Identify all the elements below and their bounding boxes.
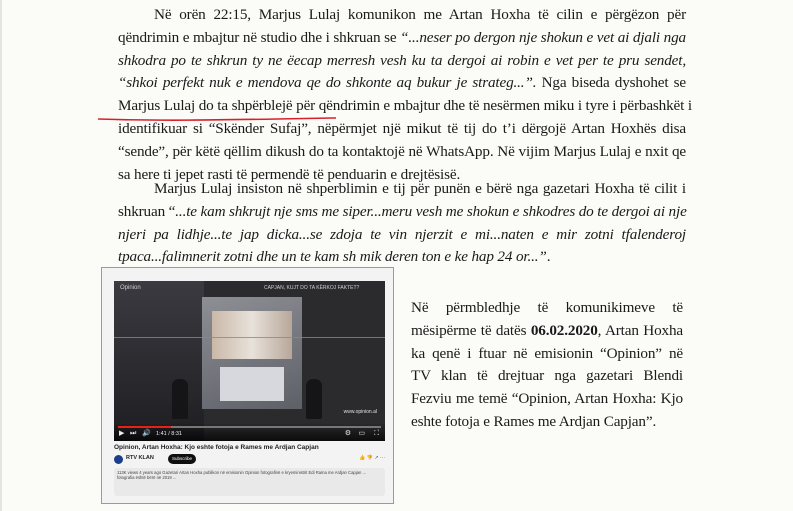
text-line — [118, 201, 686, 224]
text-run: Nga biseda dyshohet se — [536, 74, 686, 92]
video-actions[interactable]: 👍 👎 ↗ ··· — [359, 455, 385, 461]
text-line — [118, 27, 686, 50]
page-edge — [0, 0, 2, 511]
text-run: ...te kam shkrujt nje sms me siper...meru vesh me shokun e shkodres do te dergoi ai nje — [175, 202, 687, 220]
text-run: “shkoi perfekt nuk e mendova qe do shkonte aq bukur je strateg...”. — [118, 74, 537, 92]
screen-panel — [220, 367, 284, 401]
text-run: , Artan Hoxha — [597, 321, 683, 339]
text-line — [411, 411, 683, 434]
text-line — [411, 388, 683, 411]
studio-screen — [202, 297, 302, 409]
progress-bar[interactable] — [118, 426, 381, 428]
red-underline-annotation — [97, 116, 337, 122]
person-right — [306, 379, 322, 419]
scan-line — [114, 337, 385, 338]
text-line — [118, 178, 686, 201]
paragraph-2 — [118, 178, 686, 269]
time-display: 1:41 / 8:31 — [156, 431, 182, 437]
channel-watermark: Opinion — [120, 285, 141, 291]
text-run: Marjus Lulaj insiston në shperblimin e tij për punën e bërë nga gazetari Hoxha të cilit i — [154, 180, 686, 197]
text-line — [118, 72, 686, 95]
text-run: “sende”, për këtë qëllim dikush do ta kontaktojë në WhatsApp. Në vijim Marjus Lulaj e nxit qe — [118, 142, 686, 160]
text-run: eshte fotoja e Rames me Ardjan Capjan”. — [411, 412, 657, 430]
side-paragraph — [411, 297, 683, 434]
video-description: 113K views 4 years ago Gazetari Artan Hoxha publikon në emisionin Opinion fotografinë e kryeministrit Edi Rama me Ardjan Capjan ... fotografia është bërë në 2019 ... — [114, 468, 385, 496]
player-controls — [114, 423, 385, 441]
text-run: Në përmbledhje të komunikimeve të — [411, 299, 683, 316]
channel-name[interactable]: RTV KLAN — [126, 455, 154, 461]
next-icon[interactable]: ⏭ — [130, 430, 137, 437]
text-run: shkruan “ — [118, 202, 176, 220]
theater-icon[interactable]: ▭ — [358, 430, 365, 437]
video-title[interactable]: Opinion, Artan Hoxha: Kjo eshte fotoja e Rames me Ardjan Capjan — [114, 444, 319, 451]
fullscreen-icon[interactable]: ⛶ — [374, 430, 379, 437]
settings-icon[interactable]: ⚙ — [344, 430, 351, 437]
text-run: Marjus Lulaj do ta shpërblejë për qëndrimin e mbajtur dhe të nesërmen miku i tyre i përbashkët i — [118, 97, 692, 115]
text-line — [118, 141, 686, 164]
text-run: TV klan të drejtuar nga gazetari Blendi — [411, 367, 683, 385]
youtube-screenshot — [101, 267, 394, 504]
text-line — [118, 4, 686, 27]
text-run: “...neser po dergon nje shokun e vet ai djali nga — [400, 28, 686, 46]
video-player[interactable] — [114, 281, 385, 441]
channel-row — [114, 454, 385, 466]
text-run: Në orën 22:15, Marjus Lulaj komunikon me Artan Hoxha të cilin e përgëzon për — [154, 6, 686, 23]
site-watermark: www.opinion.al — [343, 409, 377, 415]
text-line — [411, 365, 683, 388]
text-run: ka qenë i ftuar në emisionin “Opinion” në — [411, 344, 683, 362]
text-line — [118, 95, 692, 118]
text-run: njeri pa lidhje...te jap dicka...se zdoja te vin njerzit e mi...naten e mir zotni tfalenderoj — [118, 225, 686, 243]
text-run: tpaca...falimnerit zotni dhe un te kam sh mik deren ton e ke hap 24 or...” — [118, 248, 547, 266]
play-icon[interactable]: ▶ — [119, 430, 125, 437]
subscribe-button[interactable]: Subscribe — [168, 454, 196, 464]
studio-background — [114, 281, 204, 441]
text-line — [411, 343, 683, 366]
text-line — [118, 50, 686, 73]
video-banner-text: CAPJAN, KUJT DO TA KËRKOJ FAKTET? — [264, 285, 360, 291]
text-run: mësipërme të datës — [411, 321, 531, 339]
text-run: Fezviu me temë “Opinion, Artan Hoxha: Kjo — [411, 390, 683, 408]
paragraph-1 — [118, 4, 692, 186]
channel-avatar[interactable] — [114, 455, 123, 464]
text-line — [118, 246, 686, 269]
text-run: shkodra po te shkrun ty ne ëecap merresh vesh ku ta dergoi ai robin e vet per te pru sendet, — [118, 51, 686, 69]
text-run: sa here ti jepet rasti të permendë të penduarin e drejtësisë. — [118, 165, 461, 183]
text-line — [411, 320, 683, 343]
progress-fill — [118, 426, 171, 428]
text-run: . — [546, 248, 551, 266]
volume-icon[interactable]: 🔊 — [142, 430, 151, 437]
text-line — [411, 297, 683, 320]
person-left — [172, 379, 188, 419]
screen-photo — [212, 311, 292, 359]
text-run: identifikuar si “Skënder Sufaj”, nëpërmjet një mikut të tij do t’i dërgojë Artan Hoxhës disa — [118, 119, 686, 137]
text-line — [118, 224, 686, 247]
text-run: 06.02.2020 — [530, 321, 598, 339]
text-run: qëndrimin e mbajtur në studio dhe i shkruan se — [118, 28, 401, 46]
